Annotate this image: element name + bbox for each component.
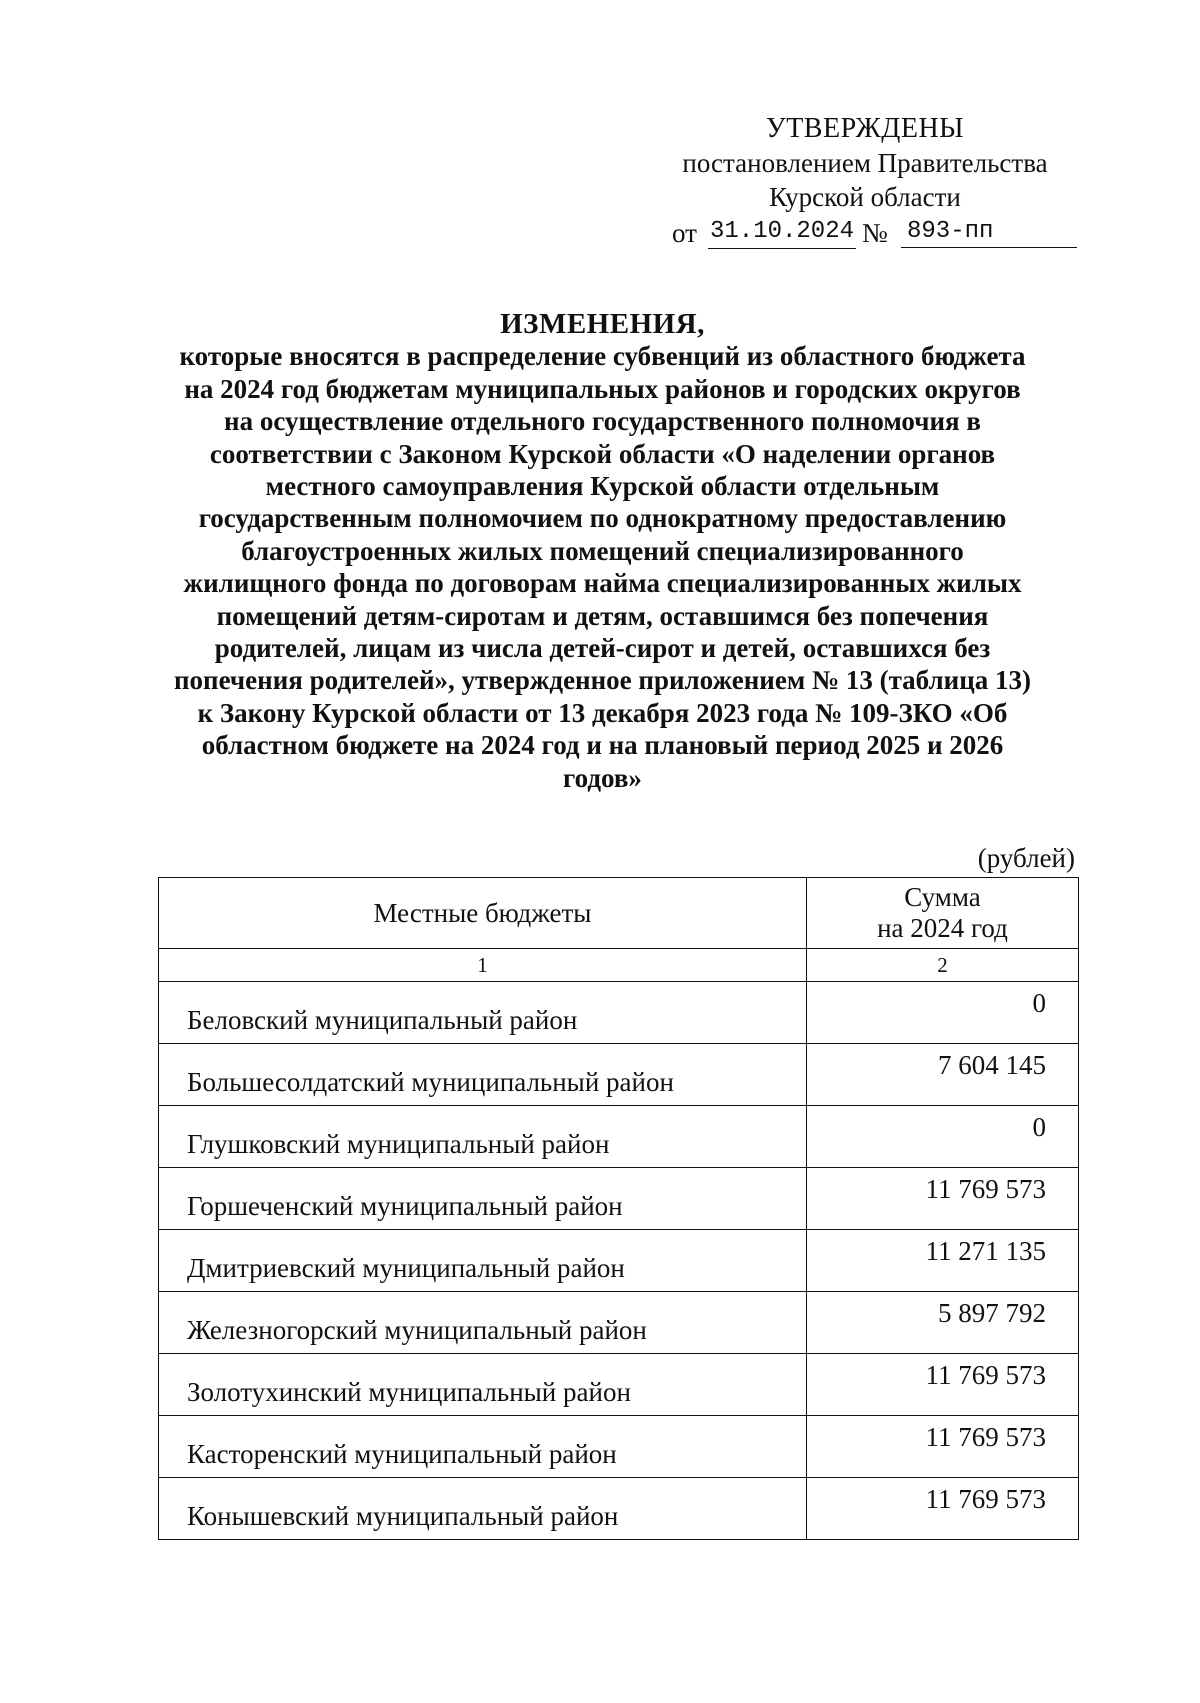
document-title [120, 308, 1085, 794]
budget-name: Конышевский муниципальный район [159, 1478, 807, 1540]
approval-heading: УТВЕРЖДЕНЫ [765, 113, 965, 144]
table-index-row [159, 949, 1079, 982]
title-line: жилищного фонда по договорам найма специализированных жилых [183, 568, 1022, 599]
budget-name: Большесолдатский муниципальный район [159, 1044, 807, 1106]
budget-amount: 0 [807, 1106, 1079, 1168]
approval-number: 893-пп [901, 216, 1077, 248]
table-row [159, 1044, 1079, 1106]
table-row [159, 1168, 1079, 1230]
approval-line-region: Курской области [769, 182, 961, 212]
table-row [159, 982, 1079, 1044]
title-line: областном бюджете на 2024 год и на плановый период 2025 и 2026 [201, 730, 1004, 761]
budget-amount: 11 769 573 [807, 1478, 1079, 1540]
approval-date-line [672, 216, 1077, 252]
title-line: на осуществление отдельного государственного полномочия в [224, 406, 981, 437]
approval-block [655, 112, 1075, 214]
table-row [159, 1292, 1079, 1354]
number-prefix: № [862, 218, 888, 248]
title-line: родителей, лицам из числа детей-сирот и детей, оставшихся без [214, 633, 991, 664]
unit-label: (рублей) [977, 843, 1075, 873]
title-line: попечения родителей», утвержденное приложением № 13 (таблица 13) [174, 665, 1031, 696]
title-line: которые вносятся в распределение субвенций из областного бюджета [179, 341, 1026, 372]
table-row [159, 1230, 1079, 1292]
header-amount [807, 878, 1079, 949]
approval-date: 31.10.2024 [708, 216, 856, 249]
table-row [159, 1416, 1079, 1478]
date-prefix: от [672, 218, 697, 248]
budget-name: Касторенский муниципальный район [159, 1416, 807, 1478]
budget-amount: 11 769 573 [807, 1168, 1079, 1230]
header-local-budgets: Местные бюджеты [159, 878, 807, 949]
budget-name: Железногорский муниципальный район [159, 1292, 807, 1354]
budget-amount: 11 769 573 [807, 1354, 1079, 1416]
table-row [159, 1354, 1079, 1416]
header-amount-line1: Сумма [904, 882, 981, 912]
title-line: на 2024 год бюджетам муниципальных районов и городских округов [184, 373, 1021, 404]
budget-amount: 7 604 145 [807, 1044, 1079, 1106]
budget-name: Беловский муниципальный район [159, 982, 807, 1044]
title-line: государственным полномочием по однократному предоставлению [198, 503, 1007, 534]
table-row [159, 1106, 1079, 1168]
header-amount-line2: на 2024 год [877, 913, 1008, 943]
budget-amount: 11 271 135 [807, 1230, 1079, 1292]
budget-name: Горшеченский муниципальный район [159, 1168, 807, 1230]
budget-amount: 5 897 792 [807, 1292, 1079, 1354]
title-line: помещений детям-сиротам и детям, оставшимся без попечения [216, 600, 989, 631]
table-header-row [159, 878, 1079, 949]
subsidy-table [158, 877, 1079, 1540]
title-line: местного самоуправления Курской области отдельным [265, 471, 940, 502]
title-line: годов» [563, 762, 642, 793]
budget-amount: 0 [807, 982, 1079, 1044]
budget-name: Золотухинский муниципальный район [159, 1354, 807, 1416]
budget-name: Глушковский муниципальный район [159, 1106, 807, 1168]
title-line: к Закону Курской области от 13 декабря 2023 года № 109-ЗКО «Об [197, 697, 1008, 728]
budget-amount: 11 769 573 [807, 1416, 1079, 1478]
budget-name: Дмитриевский муниципальный район [159, 1230, 807, 1292]
title-main: ИЗМЕНЕНИЯ, [500, 308, 705, 340]
title-line: соответствии с Законом Курской области «О наделении органов [209, 438, 996, 469]
table-row [159, 1478, 1079, 1540]
approval-line-resolution: постановлением Правительства [682, 148, 1048, 178]
column-index-1: 1 [159, 949, 807, 982]
column-index-2: 2 [807, 949, 1079, 982]
title-line: благоустроенных жилых помещений специализированного [241, 535, 964, 566]
